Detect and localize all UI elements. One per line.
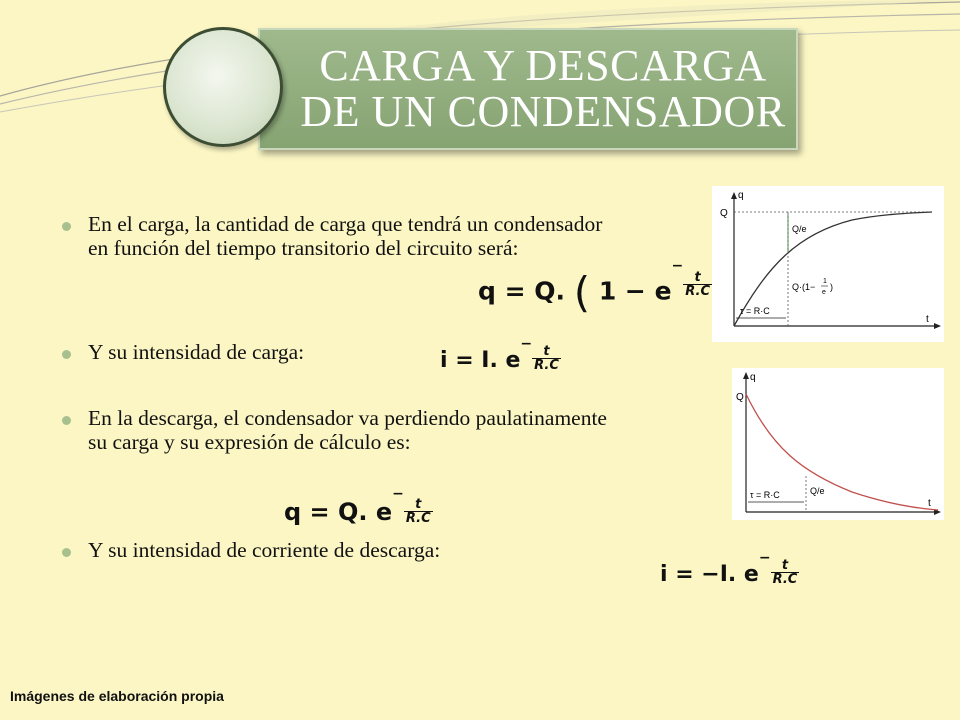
exp-denominator: R.C <box>534 358 559 373</box>
formula-close-paren: ) <box>720 268 738 317</box>
title-circle-ornament <box>163 27 283 147</box>
exp-denominator: R.C <box>405 511 431 526</box>
axis-label-q: q <box>750 372 756 383</box>
charge-curve-graph <box>712 186 944 342</box>
tau-label: τ = R·C <box>740 306 770 316</box>
bullet-dot <box>62 350 71 359</box>
value-close: ) <box>830 282 833 292</box>
axis-label-t: t <box>928 498 931 509</box>
formula-lhs: i = −I. e <box>660 562 759 587</box>
axis-label-t: t <box>926 314 929 325</box>
formula-lhs: q = Q. <box>478 276 565 306</box>
exp-denominator: R.C <box>772 572 798 587</box>
formula-exponent: − $\frac{t}{R.C}$ <box>520 336 559 373</box>
formula-lhs: i = I. e <box>440 348 521 373</box>
exp-numerator: t <box>694 270 701 285</box>
image-credit: Imágenes de elaboración propia <box>10 688 224 704</box>
q-max-label: Q <box>720 208 728 219</box>
exp-numerator: t <box>543 344 550 359</box>
bullet-text: Y su intensidad de carga: <box>88 340 305 364</box>
formula-exponent: − $\frac{t}{R.C}$ <box>671 258 711 299</box>
formula-charge-q <box>478 258 738 317</box>
bullet-dot <box>62 416 71 425</box>
value-frac-den: e <box>822 289 826 296</box>
q-max-label: Q <box>736 392 744 403</box>
bullet-dot <box>62 548 71 557</box>
gap-label: Q/e <box>792 224 807 234</box>
formula-discharge-i <box>660 550 799 598</box>
title-line-1: CARGA Y DESCARGA <box>319 41 767 90</box>
exp-denominator: R.C <box>685 284 711 299</box>
formula-exponent: − $\frac{t}{R.C}$ <box>392 486 431 526</box>
bullet-item <box>62 538 622 562</box>
axis-label-q: q <box>738 190 744 201</box>
formula-term: 1 − e <box>598 276 672 306</box>
discharge-curve-graph <box>732 368 944 520</box>
formula-lhs: q = Q. e <box>284 498 393 526</box>
bullet-text: En el carga, la cantidad de carga que tendrá un condensador en función del tiempo transitorio del circuito será: <box>88 212 603 260</box>
bullet-dot <box>62 222 71 231</box>
formula-charge-i <box>440 336 561 384</box>
title-line-2: DE UN CONDENSADOR <box>300 87 786 136</box>
bullet-item <box>62 406 622 454</box>
exp-numerator: t <box>415 497 422 512</box>
bullet-text: En la descarga, el condensador va perdiendo paulatinamente su carga y su expresión de cálculo es: <box>88 406 607 454</box>
formula-open-paren: ( <box>573 268 591 317</box>
tau-label: τ = R·C <box>750 490 780 500</box>
bullet-text: Y su intensidad de corriente de descarga: <box>88 538 441 562</box>
value-label: Q·(1− <box>792 282 816 292</box>
title-box <box>258 28 798 150</box>
exp-numerator: t <box>781 558 789 573</box>
bullet-item <box>62 212 622 260</box>
formula-exponent: − $\frac{t}{R.C}$ <box>758 550 798 587</box>
formula-discharge-q <box>284 486 433 537</box>
value-frac-num: 1 <box>823 278 827 285</box>
value-label: Q/e <box>810 486 825 496</box>
